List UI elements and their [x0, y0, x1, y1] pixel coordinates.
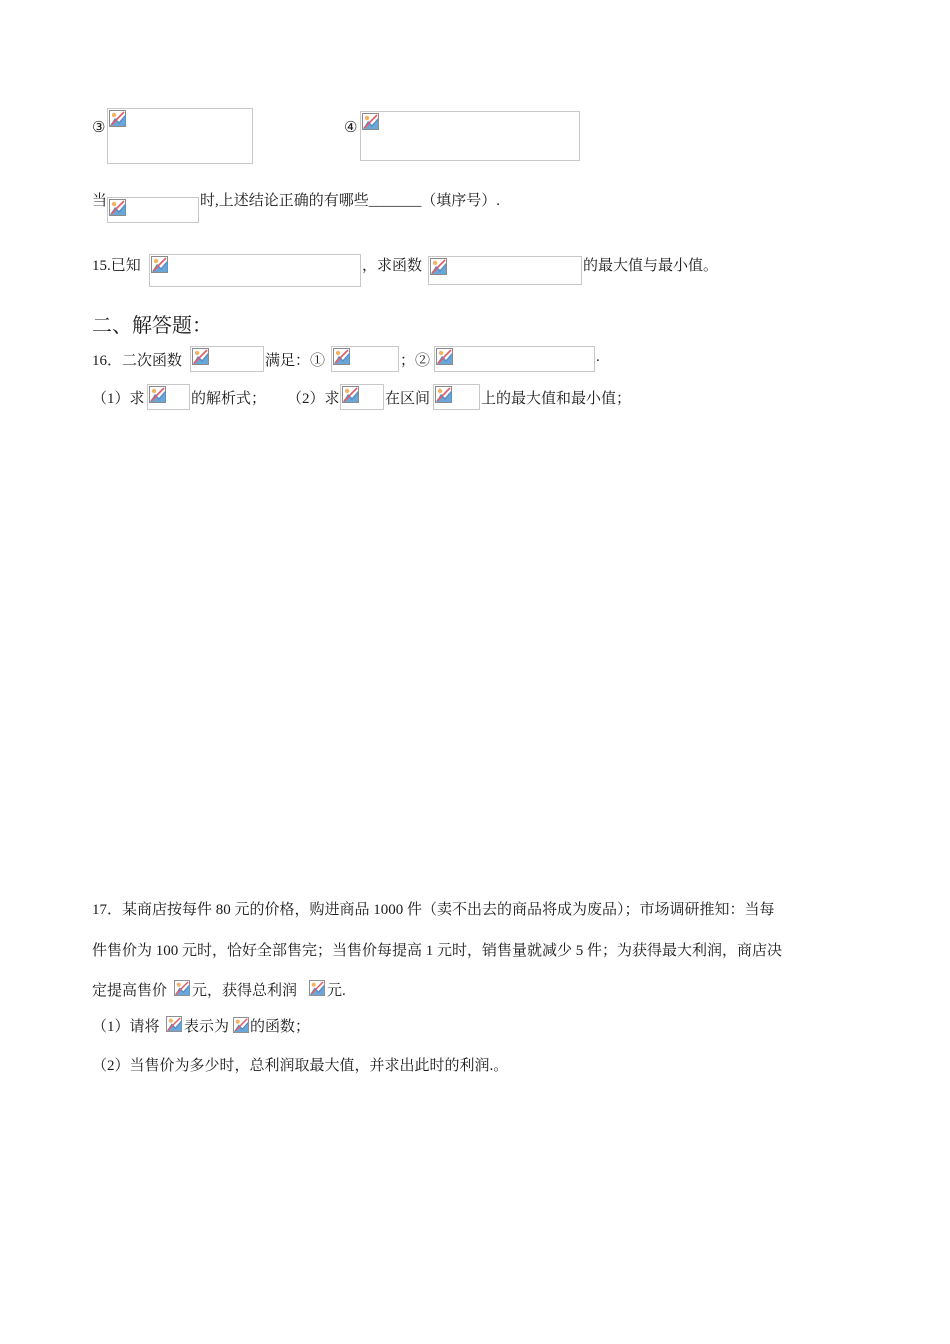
q14-when-suffix: 时,上述结论正确的有哪些: [200, 193, 369, 209]
q15-middle: ，求函数: [362, 258, 423, 274]
formula-image-q17-y: [309, 980, 327, 998]
broken-image-icon: [109, 110, 126, 127]
broken-image-icon: [435, 386, 452, 403]
option-4-marker: ④: [344, 120, 358, 136]
formula-image-q16-interval: [433, 384, 480, 410]
q17-part1-suffix: 的函数；: [250, 1019, 311, 1035]
q15-suffix: 的最大值与最小值。: [583, 258, 719, 274]
q16-part2-prefix: （2）求: [287, 391, 340, 407]
formula-image-q16-fx2: [340, 384, 384, 410]
broken-image-icon: [149, 386, 166, 403]
formula-image-q17-y2: [166, 1016, 184, 1034]
broken-image-icon: [233, 1017, 249, 1033]
q16-prefix: 16．二次函数: [92, 353, 183, 369]
q17-line3-suffix: 元.: [327, 983, 346, 999]
broken-image-icon: [109, 199, 126, 216]
q16-end: .: [596, 349, 600, 365]
q16-satisfy: 满足：①: [265, 353, 326, 369]
q17-line3-prefix: 定提高售价: [92, 983, 168, 999]
q16-part1-prefix: （1）求: [92, 391, 145, 407]
formula-image-q15-function: [428, 256, 582, 285]
q17-part1-prefix: （1）请将: [92, 1019, 160, 1035]
formula-image-opt3: [107, 108, 253, 164]
fill-hint: （填序号）.: [421, 193, 501, 209]
broken-image-icon: [151, 256, 168, 273]
formula-image-q16-cond2: [434, 346, 595, 372]
formula-image-q16-f: [190, 346, 264, 372]
broken-image-icon: [166, 1016, 182, 1032]
q17-line3-mid: 元，获得总利润: [192, 983, 298, 999]
broken-image-icon: [362, 113, 379, 130]
q16-part2-mid: 在区间: [385, 391, 431, 407]
q17-part1-mid: 表示为: [184, 1019, 230, 1035]
formula-image-q16-fx: [147, 384, 190, 410]
answer-blank: _______: [368, 193, 422, 209]
broken-image-icon: [342, 386, 359, 403]
q15-prefix: 15.已知: [92, 258, 141, 274]
q14-when-prefix: 当: [92, 193, 108, 209]
formula-image-condition: [107, 197, 199, 223]
broken-image-icon: [430, 258, 447, 275]
section-title: 二、解答题：: [92, 315, 212, 337]
formula-image-q17-x: [174, 980, 192, 998]
option-3-marker: ③: [92, 120, 106, 136]
formula-image-q16-cond1: [331, 346, 399, 372]
broken-image-icon: [333, 348, 350, 365]
broken-image-icon: [192, 348, 209, 365]
broken-image-icon: [174, 980, 190, 996]
q17-part2: （2）当售价为多少时，总利润取最大值，并求出此时的利润.。: [92, 1058, 509, 1074]
q16-part2-suffix: 上的最大值和最小值；: [481, 391, 632, 407]
formula-image-opt4: [360, 111, 580, 161]
q17-line1: 17．某商店按每件 80 元的价格，购进商品 1000 件（卖不出去的商品将成为废品）；市场调研推知：当每: [92, 902, 775, 918]
formula-image-q15-given: [149, 254, 361, 287]
q16-part1-suffix: 的解析式；: [191, 391, 267, 407]
broken-image-icon: [309, 980, 325, 996]
formula-image-q17-x2: [233, 1017, 250, 1034]
q17-line2: 件售价为 100 元时，恰好全部售完；当售价每提高 1 元时，销售量就减少 5 件；为获得最大利润，商店决: [92, 943, 783, 959]
q16-sep: ；②: [400, 353, 431, 369]
broken-image-icon: [436, 348, 453, 365]
